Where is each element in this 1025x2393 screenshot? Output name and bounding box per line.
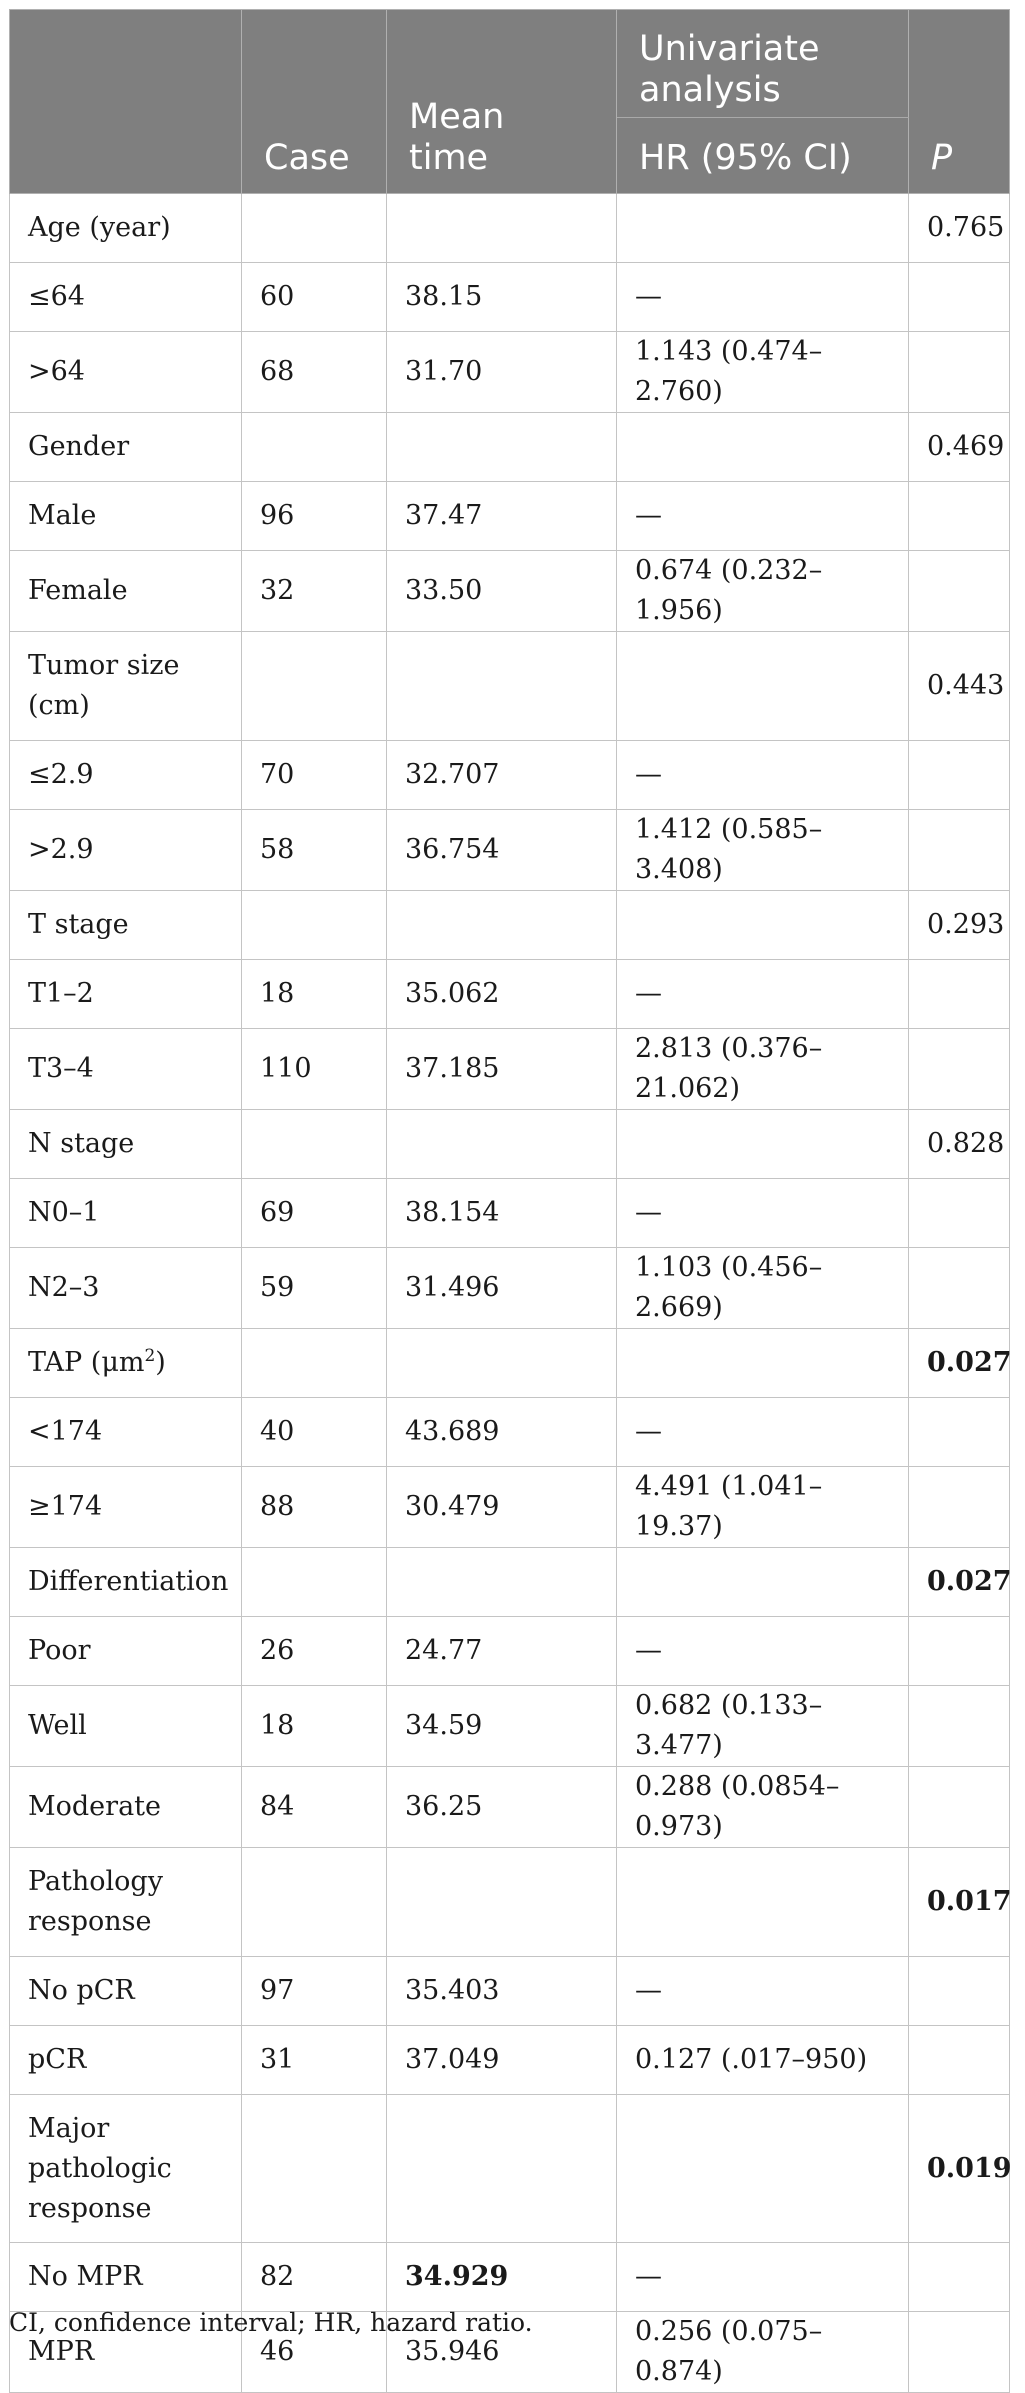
variable-label: Pathology response: [28, 1866, 163, 1937]
cell-case: 84: [242, 1767, 387, 1848]
cell-mean-time: [387, 891, 617, 960]
cell-variable: [10, 741, 242, 810]
cell-variable: [10, 1110, 242, 1179]
cell-variable: [10, 1248, 242, 1329]
header-univariate-analysis: Univariate analysis: [617, 10, 909, 118]
cell-variable: [10, 2095, 242, 2243]
table-row: [10, 332, 1010, 413]
table-row: [10, 891, 1010, 960]
cell-hr-ci: 0.288 (0.0854–0.973): [617, 1767, 909, 1848]
cell-hr-ci: [617, 1848, 909, 1957]
cell-case: [242, 891, 387, 960]
cell-variable: [10, 1686, 242, 1767]
cell-hr-ci: [617, 1329, 909, 1398]
cell-variable: [10, 1179, 242, 1248]
cell-mean-time: [387, 2095, 617, 2243]
cell-variable: [10, 1329, 242, 1398]
variable-label: >2.9: [28, 834, 94, 865]
cell-hr-ci: [617, 1548, 909, 1617]
cell-mean-time: [387, 632, 617, 741]
cell-p-value: [909, 263, 1010, 332]
variable-label: TAP (μm: [28, 1347, 145, 1378]
cell-case: [242, 632, 387, 741]
cell-p-value: [909, 1029, 1010, 1110]
cell-variable: [10, 2026, 242, 2095]
cell-mean-time: 31.496: [387, 1248, 617, 1329]
variable-label: N stage: [28, 1128, 135, 1159]
cell-case: 96: [242, 482, 387, 551]
variable-label: ≤64: [28, 281, 85, 312]
table-row: [10, 810, 1010, 891]
cell-variable: [10, 1398, 242, 1467]
cell-mean-time: 43.689: [387, 1398, 617, 1467]
table-row: [10, 1029, 1010, 1110]
cell-mean-time: 30.479: [387, 1467, 617, 1548]
cell-mean-time: 35.062: [387, 960, 617, 1029]
cell-case: 60: [242, 263, 387, 332]
variable-label: Differentiation: [28, 1566, 229, 1597]
variable-label: ≤2.9: [28, 759, 94, 790]
cell-mean-time: 31.70: [387, 332, 617, 413]
cell-mean-time: 32.707: [387, 741, 617, 810]
cell-hr-ci: —: [617, 741, 909, 810]
cell-case: 58: [242, 810, 387, 891]
variable-label: Tumor size (cm): [28, 650, 180, 721]
cell-variable: [10, 2243, 242, 2312]
cell-hr-ci: —: [617, 1398, 909, 1467]
cell-hr-ci: 0.674 (0.232–1.956): [617, 551, 909, 632]
cell-p-value: [909, 1398, 1010, 1467]
cell-hr-ci: [617, 2095, 909, 2243]
cell-mean-time: [387, 194, 617, 263]
cell-p-value: [909, 960, 1010, 1029]
cell-mean-time: 37.185: [387, 1029, 617, 1110]
cell-hr-ci: 0.127 (.017–950): [617, 2026, 909, 2095]
cell-p-value: [909, 1179, 1010, 1248]
cell-case: 46: [242, 2312, 387, 2393]
cell-variable: [10, 1467, 242, 1548]
cell-hr-ci: [617, 891, 909, 960]
cell-case: 68: [242, 332, 387, 413]
table-row: [10, 1848, 1010, 1957]
cell-mean-time: 36.25: [387, 1767, 617, 1848]
univariate-analysis-table: [9, 9, 1010, 2393]
cell-p-value: 0.293: [909, 891, 1010, 960]
table-body: [10, 194, 1010, 2393]
table-row: [10, 1957, 1010, 2026]
table-row: [10, 1329, 1010, 1398]
cell-hr-ci: —: [617, 482, 909, 551]
cell-variable: [10, 194, 242, 263]
cell-p-value: 0.017: [909, 1848, 1010, 1957]
cell-hr-ci: 0.256 (0.075–0.874): [617, 2312, 909, 2393]
cell-case: 31: [242, 2026, 387, 2095]
header-variable: [10, 10, 242, 194]
cell-case: [242, 413, 387, 482]
cell-variable: [10, 1548, 242, 1617]
table-row: [10, 632, 1010, 741]
table-row: [10, 413, 1010, 482]
table-row: [10, 1686, 1010, 1767]
cell-mean-time: 38.15: [387, 263, 617, 332]
variable-label-superscript: 2: [144, 1346, 156, 1366]
cell-mean-time: 34.59: [387, 1686, 617, 1767]
cell-p-value: [909, 741, 1010, 810]
cell-case: [242, 1329, 387, 1398]
header-case: Case: [242, 10, 387, 194]
table-row: [10, 1548, 1010, 1617]
table-header: [10, 10, 1010, 194]
cell-variable: [10, 551, 242, 632]
variable-label: T3–4: [28, 1053, 94, 1084]
cell-mean-time: 38.154: [387, 1179, 617, 1248]
cell-p-value: [909, 1248, 1010, 1329]
cell-mean-time: [387, 413, 617, 482]
cell-variable: [10, 1767, 242, 1848]
cell-hr-ci: [617, 1110, 909, 1179]
cell-p-value: [909, 1467, 1010, 1548]
cell-hr-ci: —: [617, 2243, 909, 2312]
cell-variable: [10, 413, 242, 482]
table-row: [10, 1110, 1010, 1179]
cell-variable: [10, 1848, 242, 1957]
cell-variable: [10, 1957, 242, 2026]
cell-case: [242, 1848, 387, 1957]
cell-p-value: 0.765: [909, 194, 1010, 263]
table-row: [10, 1398, 1010, 1467]
cell-mean-time: 35.403: [387, 1957, 617, 2026]
cell-mean-time: 36.754: [387, 810, 617, 891]
variable-label: T stage: [28, 909, 129, 940]
table-row: [10, 1179, 1010, 1248]
cell-mean-time: [387, 1548, 617, 1617]
variable-label: Male: [28, 500, 97, 531]
cell-variable: [10, 810, 242, 891]
cell-variable: [10, 632, 242, 741]
variable-label: MPR: [28, 2336, 95, 2367]
cell-case: 110: [242, 1029, 387, 1110]
variable-label: N2–3: [28, 1272, 100, 1303]
cell-mean-time: 24.77: [387, 1617, 617, 1686]
cell-mean-time: 37.049: [387, 2026, 617, 2095]
table-row: [10, 551, 1010, 632]
variable-label-suffix: ): [155, 1347, 166, 1378]
cell-case: 70: [242, 741, 387, 810]
cell-p-value: [909, 1767, 1010, 1848]
cell-hr-ci: [617, 632, 909, 741]
cell-case: [242, 2095, 387, 2243]
table-footnote: CI, confidence interval; HR, hazard ratio.: [9, 2308, 533, 2337]
cell-p-value: 0.027: [909, 1548, 1010, 1617]
table-row: [10, 960, 1010, 1029]
variable-label: <174: [28, 1416, 103, 1447]
cell-hr-ci: [617, 194, 909, 263]
variable-label: ≥174: [28, 1491, 103, 1522]
variable-label: Female: [28, 575, 128, 606]
cell-hr-ci: 4.491 (1.041–19.37): [617, 1467, 909, 1548]
cell-mean-time: 34.929: [387, 2243, 617, 2312]
cell-p-value: [909, 1686, 1010, 1767]
cell-case: 88: [242, 1467, 387, 1548]
table-row: [10, 1467, 1010, 1548]
cell-variable: [10, 482, 242, 551]
cell-case: [242, 194, 387, 263]
cell-hr-ci: —: [617, 1957, 909, 2026]
cell-case: 40: [242, 1398, 387, 1467]
cell-p-value: [909, 1957, 1010, 2026]
cell-variable: [10, 960, 242, 1029]
variable-label: T1–2: [28, 978, 94, 1009]
cell-case: 18: [242, 1686, 387, 1767]
variable-label: No pCR: [28, 1975, 135, 2006]
cell-mean-time: [387, 1848, 617, 1957]
cell-p-value: 0.019: [909, 2095, 1010, 2243]
header-hr-ci: HR (95% CI): [617, 118, 909, 194]
cell-case: 59: [242, 1248, 387, 1329]
cell-mean-time: 33.50: [387, 551, 617, 632]
variable-label: No MPR: [28, 2261, 143, 2292]
cell-p-value: 0.828: [909, 1110, 1010, 1179]
header-p-value: P: [909, 10, 1010, 194]
cell-p-value: [909, 2026, 1010, 2095]
cell-hr-ci: 0.682 (0.133–3.477): [617, 1686, 909, 1767]
cell-case: [242, 1548, 387, 1617]
cell-p-value: [909, 1617, 1010, 1686]
cell-hr-ci: —: [617, 1179, 909, 1248]
cell-case: 97: [242, 1957, 387, 2026]
table-row: [10, 482, 1010, 551]
cell-mean-time: 37.47: [387, 482, 617, 551]
cell-case: 82: [242, 2243, 387, 2312]
cell-p-value: [909, 551, 1010, 632]
cell-variable: [10, 1029, 242, 1110]
cell-p-value: [909, 2243, 1010, 2312]
table-row: [10, 1767, 1010, 1848]
variable-label: Moderate: [28, 1791, 161, 1822]
variable-label: Age (year): [28, 212, 171, 243]
cell-p-value: [909, 332, 1010, 413]
table-row: [10, 194, 1010, 263]
table-row: [10, 741, 1010, 810]
cell-hr-ci: [617, 413, 909, 482]
cell-mean-time: [387, 1329, 617, 1398]
cell-hr-ci: 1.103 (0.456–2.669): [617, 1248, 909, 1329]
variable-label: Poor: [28, 1635, 91, 1666]
cell-case: 32: [242, 551, 387, 632]
cell-p-value: [909, 810, 1010, 891]
table-row: [10, 2095, 1010, 2243]
cell-variable: [10, 891, 242, 960]
cell-variable: [10, 263, 242, 332]
cell-case: 18: [242, 960, 387, 1029]
cell-mean-time: [387, 1110, 617, 1179]
table-row: [10, 1248, 1010, 1329]
table-row: [10, 1617, 1010, 1686]
cell-variable: [10, 332, 242, 413]
table-row: [10, 2026, 1010, 2095]
header-mean-time: Mean time: [387, 10, 617, 194]
cell-mean-time: 35.946: [387, 2312, 617, 2393]
cell-hr-ci: —: [617, 1617, 909, 1686]
cell-p-value: 0.469: [909, 413, 1010, 482]
cell-p-value: 0.443: [909, 632, 1010, 741]
results-table-container: [9, 9, 1012, 2393]
variable-label: Major pathologic response: [28, 2112, 172, 2224]
table-row: [10, 2243, 1010, 2312]
cell-hr-ci: —: [617, 263, 909, 332]
cell-hr-ci: 1.412 (0.585–3.408): [617, 810, 909, 891]
cell-hr-ci: 1.143 (0.474–2.760): [617, 332, 909, 413]
table-row: [10, 263, 1010, 332]
variable-label: N0–1: [28, 1197, 100, 1228]
cell-case: 26: [242, 1617, 387, 1686]
cell-p-value: [909, 482, 1010, 551]
cell-p-value: [909, 2312, 1010, 2393]
variable-label: pCR: [28, 2044, 87, 2075]
cell-variable: [10, 1617, 242, 1686]
cell-case: [242, 1110, 387, 1179]
cell-hr-ci: —: [617, 960, 909, 1029]
variable-label: Well: [28, 1710, 87, 1741]
variable-label: >64: [28, 356, 85, 387]
cell-hr-ci: 2.813 (0.376–21.062): [617, 1029, 909, 1110]
variable-label: Gender: [28, 431, 130, 462]
cell-case: 69: [242, 1179, 387, 1248]
cell-p-value: 0.027: [909, 1329, 1010, 1398]
